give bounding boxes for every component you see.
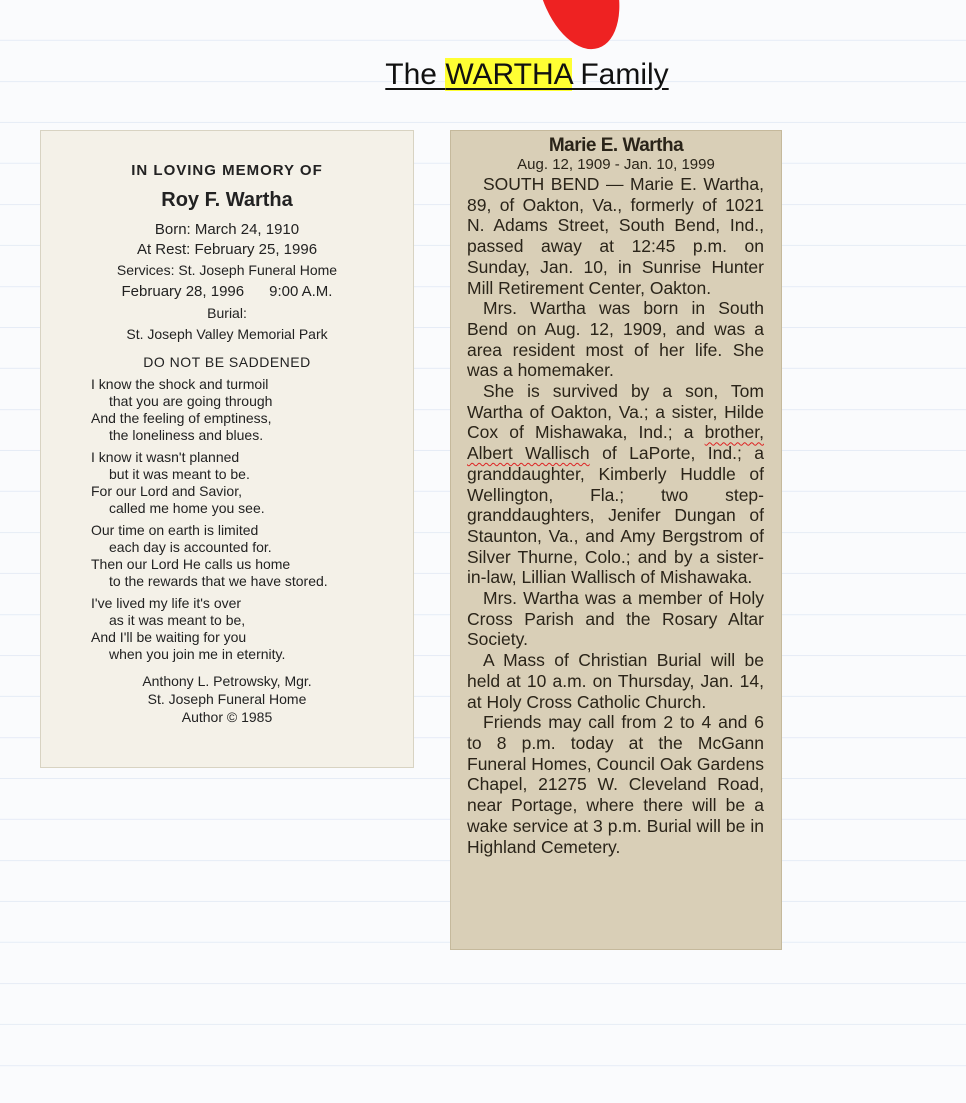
poem-stanza (91, 595, 411, 663)
obituary-paragraph: Mrs. Wartha was born in South Bend on Aug. 12, 1909, and was a area resident most of her life. She was a homemaker. (467, 298, 764, 381)
obituary-paragraph (467, 381, 764, 588)
poem-title: DO NOT BE SADDENED (143, 354, 311, 370)
obituary-text: She is survived by a son, Tom Wartha of Oakton, Va.; a sister, Hilde Cox of Mishawaka, Ind.; a (467, 381, 764, 443)
card-burial-place: St. Joseph Valley Memorial Park (126, 326, 328, 342)
card-service-date: February 28, 1996 9:00 A.M. (121, 283, 333, 300)
obituary-paragraph: A Mass of Christian Burial will be held at 10 a.m. on Thursday, Jan. 14, at Holy Cross Catholic Church. (467, 650, 764, 712)
poem-stanza (91, 376, 411, 444)
poem-line: And the feeling of emptiness, (91, 410, 272, 426)
poem-line: I know the shock and turmoil (91, 376, 269, 392)
card-born: Born: March 24, 1910 (154, 221, 300, 238)
title-highlight: WARTHA (445, 58, 573, 91)
poem-line: And I'll be waiting for you (91, 629, 247, 645)
poem-line: as it was meant to be, (109, 612, 246, 628)
poem-line: Our time on earth is limited (91, 522, 259, 538)
obituary-paragraph: SOUTH BEND — Marie E. Wartha, 89, of Oakton, Va., formerly of 1021 N. Adams Street, South Bend, Ind., passed away at 12:45 p.m. on Sunday, Jan. 10, in Sunrise Hunter Mill Retirement Center, Oakton. (467, 174, 764, 298)
poem-line: when you join me in eternity. (109, 646, 286, 662)
card-heading: IN LOVING MEMORY OF (131, 162, 323, 179)
poem (91, 376, 411, 668)
obituary-paragraph: Friends may call from 2 to 4 and 6 to 8 p.m. today at the McGann Funeral Homes, Council Oak Gardens Chapel, 21275 W. Cleveland Road, near Portage, where there will be a wake service at 3 p.m. Burial will be in Highland Cemetery. (467, 712, 764, 857)
obituary-dates: Aug. 12, 1909 - Jan. 10, 1999 (517, 156, 715, 173)
red-underline-annotation: brother, Albert Wallisch (467, 422, 764, 464)
poem-line: Then our Lord He calls us home (91, 556, 291, 572)
poem-stanza (91, 522, 411, 590)
obituary-paragraph: Mrs. Wartha was a member of Holy Cross Parish and the Rosary Altar Society. (467, 588, 764, 650)
poem-line: I know it wasn't planned (91, 449, 240, 465)
obituary-text: of LaPorte, Ind.; a granddaughter, Kimberly Huddle of Wellington, Fla.; two step-granddaughters, Jenifer Dungan of Staunton, Va., and Amy Bergstrom of Silver Thurne, Colo.; and by a sister-in-law, Lillian Wallisch of Mishawaka. (467, 443, 765, 588)
obituary-name: Marie E. Wartha (548, 135, 684, 156)
poem-stanza (91, 449, 411, 517)
card-services: Services: St. Joseph Funeral Home (116, 262, 338, 278)
poem-line: that you are going through (109, 393, 273, 409)
author-copyright: Author © 1985 (181, 709, 273, 725)
red-bookmark-tab (537, 0, 634, 60)
poem-line: each day is accounted for. (109, 539, 272, 555)
title-prefix: The (385, 58, 446, 91)
poem-line: For our Lord and Savior, (91, 483, 242, 499)
card-name: Roy F. Wartha (161, 189, 293, 211)
author-name: Anthony L. Petrowsky, Mgr. (142, 673, 312, 689)
obituary-clipping (450, 130, 782, 950)
author-org: St. Joseph Funeral Home (147, 691, 307, 707)
obituary-body (467, 174, 764, 857)
card-at-rest: At Rest: February 25, 1996 (136, 241, 318, 258)
poem-line: but it was meant to be. (109, 466, 250, 482)
card-burial-label: Burial: (207, 305, 247, 321)
title-suffix: Family (572, 58, 669, 91)
poem-line: the loneliness and blues. (109, 427, 264, 443)
poem-line: called me home you see. (109, 500, 265, 516)
poem-line: to the rewards that we have stored. (109, 573, 328, 589)
poem-line: I've lived my life it's over (91, 595, 242, 611)
memorial-card (40, 130, 414, 768)
page-title (0, 58, 966, 92)
